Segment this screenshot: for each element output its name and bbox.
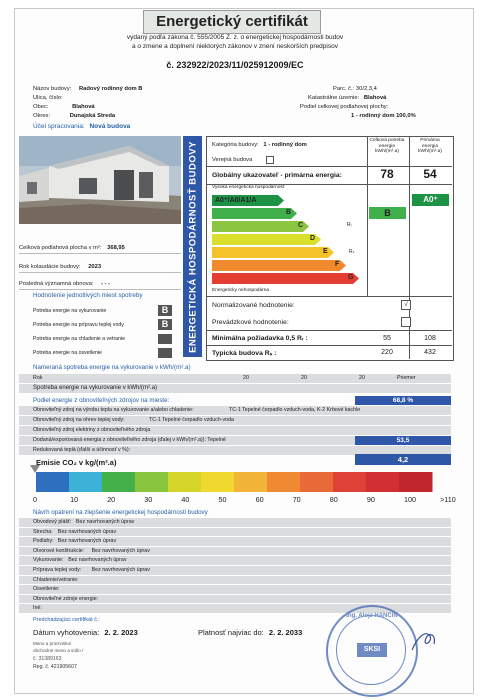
cadastral-label: Katastrálne územie: <box>308 95 360 101</box>
legal-basis <box>30 34 440 51</box>
system-heating-grade: B <box>158 305 172 316</box>
typical-building-delivered: 220 <box>381 349 393 356</box>
street-label: Ulica, číslo: <box>33 95 63 101</box>
normalized-checkbox: √ <box>401 300 411 310</box>
scale-segment <box>399 472 433 492</box>
category-row <box>212 142 307 148</box>
normalized-label: Normalizované hodnotenie: <box>212 302 295 309</box>
renovation-label: Posledná významná obnova: <box>19 281 94 287</box>
purpose-row <box>33 123 130 130</box>
year-value: 2023 <box>88 264 102 270</box>
system-lighting-grade <box>158 348 172 358</box>
system-hotwater-label: Potreba energie na prípravu teplej vody <box>33 322 124 328</box>
public-building-label: Verejná budova <box>212 157 253 163</box>
proposal-label: Obnoviteľné zdroje energie: <box>33 595 99 602</box>
town-label: Obec: <box>33 104 49 110</box>
side-band-label: ENERGETICKÁ HOSPODÁRNOSŤ BUDOVY <box>187 140 198 353</box>
scale-segment <box>102 472 136 492</box>
min-requirement-primary: 108 <box>424 335 436 342</box>
rs-marker: Rₛ <box>349 249 355 255</box>
scale-tick-label: >110 <box>440 495 456 504</box>
public-building-checkbox <box>266 156 274 164</box>
scale-segment <box>234 472 268 492</box>
proposal-value: Bez navrhovaných úprav <box>76 519 135 525</box>
authorization-stamp <box>326 605 418 697</box>
primary-column-header: Primárna energia kWh/(m².a) <box>418 138 442 154</box>
scale-tick-label: 90 <box>366 495 375 504</box>
floor-area-value: 368,95 <box>107 245 125 251</box>
building-name-row <box>33 86 142 92</box>
signature <box>408 626 440 656</box>
floor-area-row <box>19 243 181 254</box>
scale-segment <box>135 472 169 492</box>
systems-title: Hodnotenie jednotlivých miest spotreby <box>33 292 143 299</box>
proposal-row <box>19 576 451 586</box>
class-label-a: A0⁺/A0/A1/A <box>215 197 257 204</box>
proposal-row <box>19 566 451 576</box>
scale-segment <box>366 472 400 492</box>
measured-year-label: Rok <box>33 375 43 381</box>
min-requirement-delivered: 55 <box>383 335 391 342</box>
floor-area-label: Celková podlahová plocha v m²: <box>19 245 102 251</box>
scale-segment <box>201 472 235 492</box>
renewable-delivered-value: 53,5 <box>355 436 451 445</box>
operational-label: Prevádzkové hodnotenie: <box>212 319 289 326</box>
renewable-electricity-label: Obnoviteľný zdroj elektriny z obnoviteľného zdroja <box>33 427 151 433</box>
scale-tick-label: 30 <box>144 495 153 504</box>
proposal-value: Bez navrhovaných úprav <box>68 557 127 564</box>
renewable-water-row <box>19 416 451 426</box>
cadastral-value: Blahová <box>363 95 387 101</box>
stamp-center: SKSI <box>357 643 387 657</box>
building-photo <box>19 136 181 224</box>
proposal-value: Bez navrhovaných úprav <box>57 528 117 535</box>
proposal-label: Otvorové konštrukcie: <box>33 547 85 554</box>
previous-certificate-label: Predchádzajúci certifikát č.: <box>33 617 100 623</box>
renewables-title: Podiel energie z obnoviteľných zdrojov na mieste: <box>33 397 170 404</box>
proposal-value: Bez navrhovaných úprav <box>57 538 117 545</box>
side-band <box>183 136 202 357</box>
measured-title: Nameraná spotreba energie na vykurovanie v kWh/(m².a) <box>33 364 191 371</box>
class-label-c: C <box>298 222 304 229</box>
rr-marker: Rᵣ <box>347 222 352 228</box>
parcel-value: 30/2,3,4 <box>355 86 377 92</box>
delivered-column-header: Celková potreba energie kWh/(m².a) <box>369 138 405 154</box>
scale-tick-label: 20 <box>107 495 116 504</box>
measured-row-label: Spotreba energie na vykurovanie v kWh/(m².a) <box>33 385 158 391</box>
cadastral-row <box>308 95 386 101</box>
class-label-b: B <box>286 209 292 216</box>
scale-segment <box>333 472 367 492</box>
proposal-row <box>19 547 451 557</box>
renovation-value: - - - <box>101 281 111 287</box>
certificate-title: Energetický certifikát <box>143 10 321 34</box>
proposal-row <box>19 595 451 605</box>
valid-until-value: 2. 2. 2033 <box>268 628 303 637</box>
proposal-label: Iné: <box>33 605 42 612</box>
proposal-label: Strecha: <box>33 528 53 535</box>
scale-segment <box>300 472 334 492</box>
panel-divider-5 <box>206 345 452 346</box>
district-row <box>33 113 115 119</box>
measured-year-1: 20 <box>243 375 249 381</box>
proposal-row <box>19 585 451 595</box>
global-delivered-value: 78 <box>380 167 394 181</box>
renewable-heating-label: Obnoviteľný zdroj na výrobu tepla na vykurovanie a/alebo chladenie: <box>33 407 194 413</box>
building-name-label: Názov budovy: <box>33 86 72 92</box>
renovation-row <box>19 279 181 290</box>
proposal-row <box>19 528 451 538</box>
typical-building-primary: 432 <box>424 349 436 356</box>
column-divider-3 <box>367 136 368 184</box>
purpose-label: Účel spracovania: <box>33 123 85 130</box>
stamp-text: Ing. Alojz HANCIN <box>346 613 398 619</box>
scale-tick-label: 70 <box>292 495 301 504</box>
measured-average-label: Priemer <box>397 375 416 381</box>
panel-divider-2 <box>206 184 452 185</box>
measured-year-2: 20 <box>301 375 307 381</box>
legal-basis-line-1: vydaný podľa zákona č. 555/2005 Z. z. o energetickej hospodárnosti budov <box>126 34 344 41</box>
legal-basis-line-2: a o zmene a doplnení niektorých zákonov v znení neskorších predpisov <box>132 42 338 50</box>
emissions-label: Emisie CO₂ v kg/(m².a) <box>36 458 117 467</box>
scale-tick-label: 80 <box>329 495 338 504</box>
purpose-value: Nová budova <box>89 123 131 130</box>
year-row <box>19 262 181 273</box>
scale-tick-label: 100 <box>404 495 416 504</box>
share-value: 1 - rodinný dom 100,0% <box>351 113 416 119</box>
renewables-share-value: 68,8 % <box>355 396 451 405</box>
system-lighting-label: Potreba energie na osvetlenie <box>33 350 102 356</box>
building-name-value: Radový rodinný dom B <box>78 86 143 92</box>
issue-date-label: Dátum vyhotovenia: <box>33 628 100 637</box>
global-indicator-label: Globálny ukazovateľ - primárna energia: <box>212 172 342 179</box>
renewable-water-value: TC-1 Tepelné čerpadlo vzduch-voda <box>149 417 234 423</box>
parcel-label: Parc. č.: <box>333 86 355 92</box>
category-value: 1 - rodinný dom <box>263 142 307 148</box>
proposal-row <box>19 537 451 547</box>
scale-tick-label: 0 <box>33 495 37 504</box>
emissions-value: 4,2 <box>355 454 451 465</box>
issuer-line-3: č. 31389163 <box>33 656 62 662</box>
proposal-value: Bez navrhovaných úprav <box>91 567 150 573</box>
category-label: Kategória budovy: <box>212 142 259 148</box>
panel-divider-3 <box>206 296 452 297</box>
class-label-g: G <box>348 274 354 281</box>
proposal-label: Vykurovanie: <box>33 557 64 564</box>
proposal-row <box>19 518 451 528</box>
measured-year-3: 20 <box>359 375 365 381</box>
scale-segment <box>267 472 301 492</box>
valid-until-row <box>198 628 302 637</box>
system-cooling-label: Potreba energie na chladenie a vetranie <box>33 336 125 342</box>
system-cooling-grade <box>158 334 172 344</box>
renewable-electricity-row <box>19 426 451 436</box>
renewable-heating-row <box>19 406 451 416</box>
operational-checkbox <box>401 317 411 327</box>
primary-class-badge: A0⁺ <box>412 194 449 206</box>
proposal-row <box>19 556 451 566</box>
issue-date-row <box>33 628 138 637</box>
issuer-line-2: obchodné meno a sídlo / <box>33 648 84 653</box>
proposal-value: Bez navrhovaných úprav <box>91 547 150 554</box>
min-requirement-label: Minimálna požiadavka 0,5 Rᵣ : <box>212 335 308 342</box>
scale-segment <box>69 472 103 492</box>
panel-divider-4 <box>206 330 452 331</box>
scale-segment <box>168 472 202 492</box>
low-efficiency-label: Energeticky nehospodárna <box>212 288 270 293</box>
system-heating-label: Potreba energie na vykurovanie <box>33 308 107 314</box>
renewable-reduction-label: Redukovaná teplá (ďalší a účinnosť v %): <box>33 447 131 453</box>
class-label-f: F <box>335 261 340 268</box>
measured-year-row <box>19 374 451 384</box>
global-primary-value: 54 <box>423 167 437 181</box>
town-row <box>33 104 95 110</box>
town-value: Blahová <box>72 104 95 110</box>
system-hotwater-grade: B <box>158 319 172 330</box>
parcel-row <box>333 86 377 92</box>
class-label-e: E <box>323 248 328 255</box>
proposal-label: Podlahy: <box>33 538 54 545</box>
delivered-class-badge: B <box>369 207 406 219</box>
emissions-scale <box>36 472 462 492</box>
scale-tick-label: 40 <box>181 495 190 504</box>
renewable-water-label: Obnoviteľný zdroj na ohrev teplej vody: <box>33 417 125 423</box>
high-efficiency-label: Vysoká energetická hospodárnosť <box>212 185 285 190</box>
issue-date-value: 2. 2. 2023 <box>104 628 138 637</box>
proposal-label: Obvodový plášť: <box>33 519 72 525</box>
district-value: Dunajská Streda <box>69 113 116 119</box>
renewable-delivered-label: Dodaná/exportovaná energia z obnoviteľného zdroja (ďalej v kWh/(m².a)): Tepelné <box>33 437 226 443</box>
typical-building-label: Typická budova Rₛ : <box>212 350 277 357</box>
year-label: Rok kolaudácie budovy: <box>19 264 81 270</box>
proposal-label: Príprava teplej vody: <box>33 567 82 573</box>
share-label: Podiel celkovej podlahovej plochy: <box>300 104 389 110</box>
district-label: Okres: <box>33 113 51 119</box>
proposals-title: Návrh opatrení na zlepšenie energetickej hospodárnosti budovy <box>33 509 208 516</box>
proposal-label: Chladenie/vetranie: <box>33 576 79 583</box>
certificate-number: č. 232922/2023/11/025912009/EC <box>166 60 304 70</box>
measured-value-row <box>19 384 451 394</box>
scale-tick-label: 50 <box>218 495 227 504</box>
proposal-label: Osvetlenie: <box>33 586 60 593</box>
scale-segment <box>36 472 70 492</box>
column-divider-1 <box>367 184 368 296</box>
valid-until-label: Platnosť najviac do: <box>198 628 264 637</box>
class-label-d: D <box>310 235 316 242</box>
issuer-line-1: Meno a priezvisko/ <box>33 641 72 646</box>
issuer-line-4: Reg. č. 421905607 <box>33 664 77 670</box>
scale-tick-label: 10 <box>70 495 79 504</box>
scale-tick-label: 60 <box>255 495 264 504</box>
renewable-heating-value: TC-1 Tepelné čerpadlo vzduch-voda, K-2 Krbové kachle <box>229 407 361 413</box>
